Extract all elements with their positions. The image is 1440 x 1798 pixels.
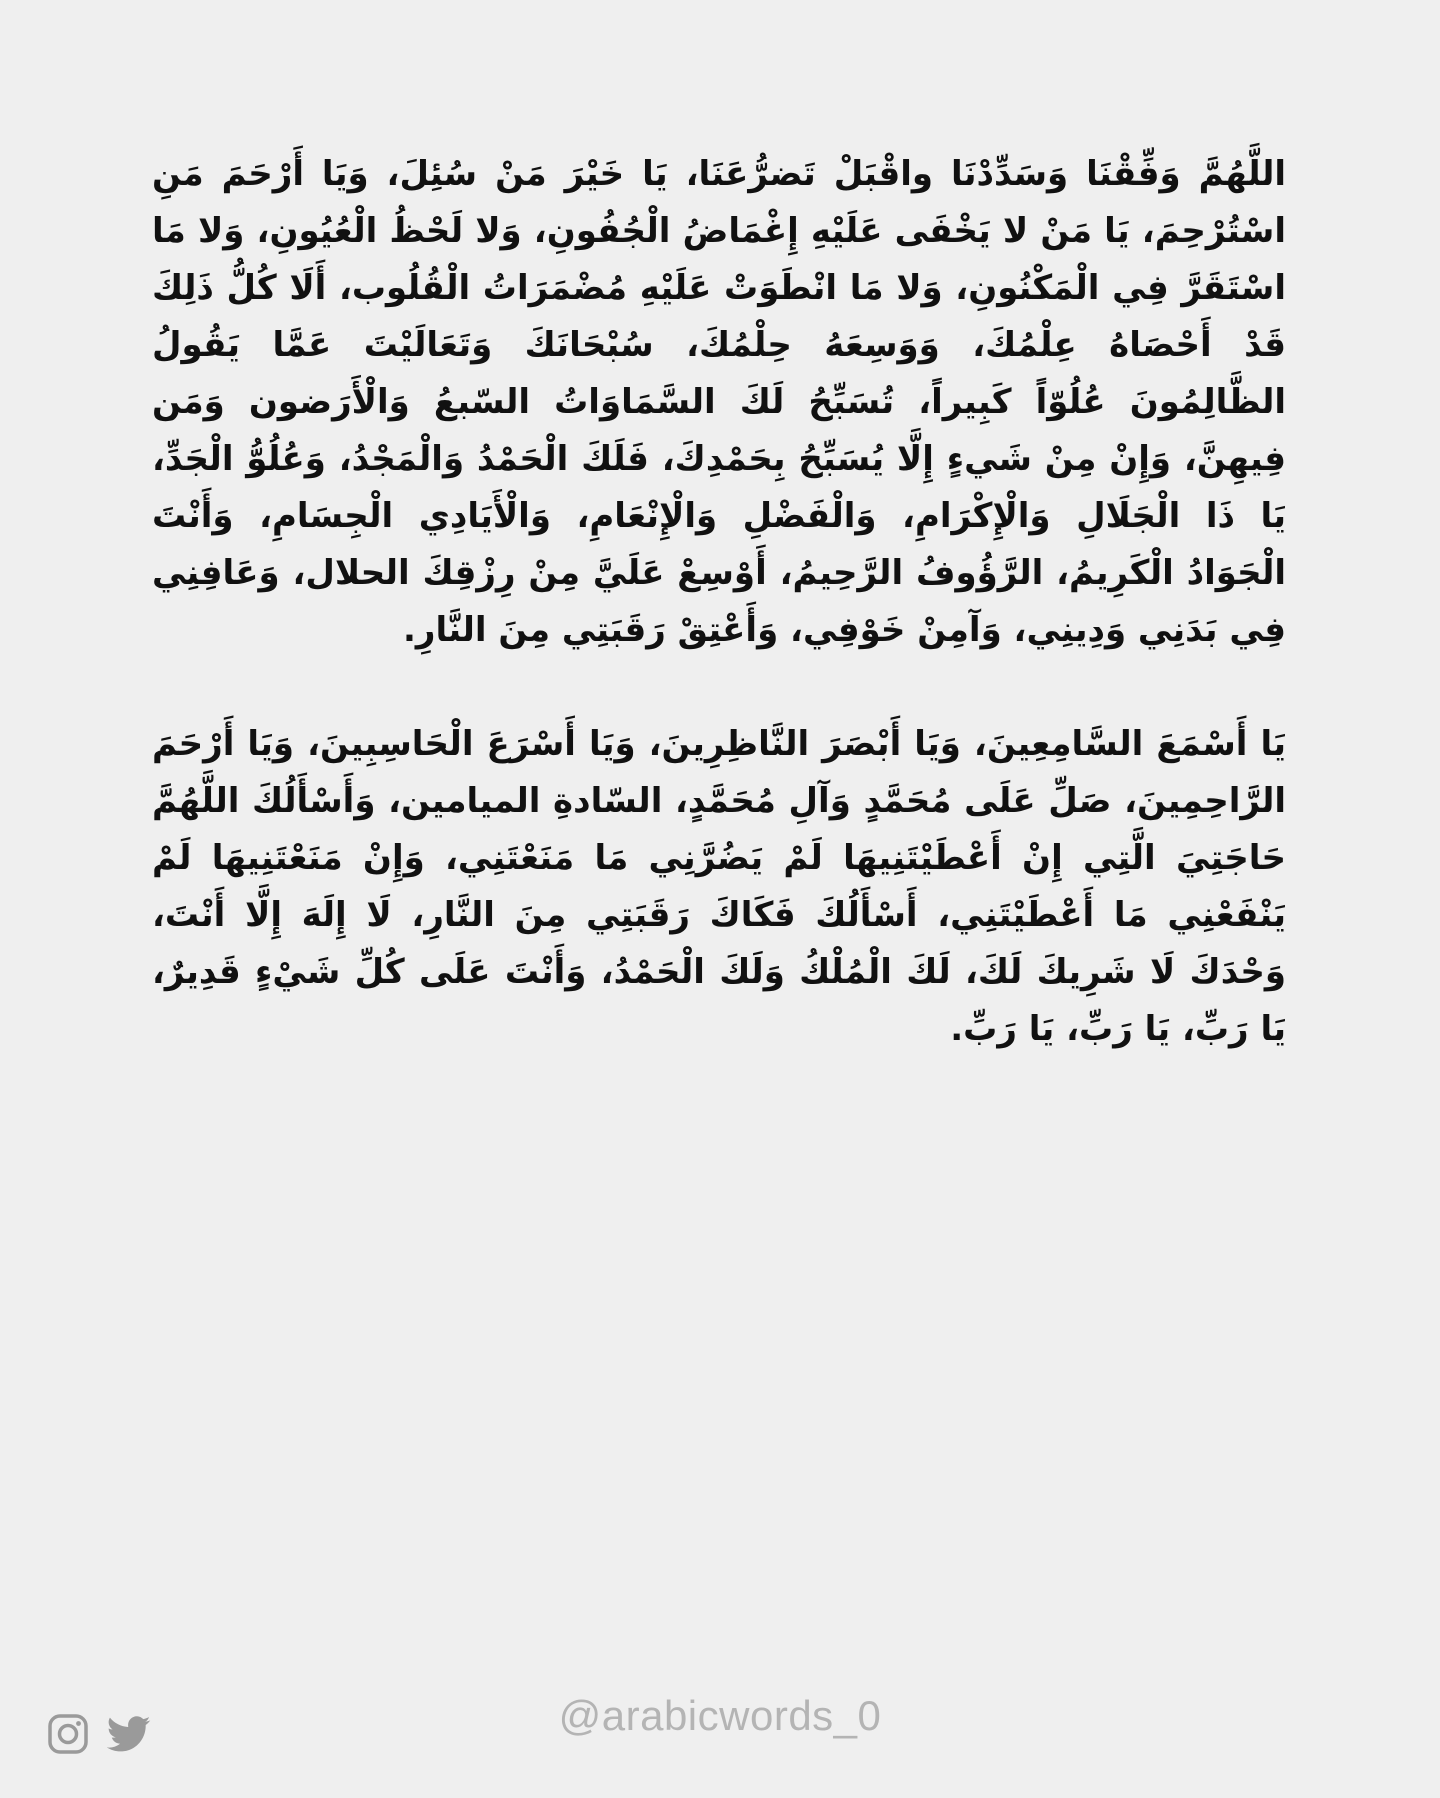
account-handle: @arabicwords_0 [558, 1692, 882, 1739]
footer [0, 1690, 1440, 1750]
paragraph-1: اللَّهُمَّ وَفِّقْنَا وَسَدِّدْنَا واقْبَلْ تَضرُّعَنَا، يَا خَيْرَ مَنْ سُئِلَ، وَيَا أَرْحَمَ مَنِ اسْتُرْحِمَ، يَا مَنْ لا يَخْفَى عَلَيْهِ إِغْمَاضُ الْجُفُونِ، وَلا لَحْظُ الْعُيُونِ، وَلا مَا اسْتَقَرَّ فِي الْمَكْنُونِ، وَلا مَا انْطَوَتْ عَلَيْهِ مُضْمَرَاتُ الْقُلُوب، أَلَا كُلُّ ذَلِكَ قَدْ أَحْصَاهُ عِلْمُكَ، وَوَسِعَهُ حِلْمُكَ، سُبْحَانَكَ وَتَعَالَيْتَ عَمَّا يَقُولُ الظَّالِمُونَ عُلُوّاً كَبِيراً، تُسَبِّحُ لَكَ السَّمَاوَاتُ السّبعُ وَالْأَرَضون وَمَن فِيهِنَّ، وَإِنْ مِنْ شَيءٍ إِلَّا يُسَبِّحُ بِحَمْدِكَ، فَلَكَ الْحَمْدُ وَالْمَجْدُ، وَعُلُوُّ الْجَدِّ، يَا ذَا الْجَلَالِ وَالْإِكْرَامِ، وَالْفَضْلِ وَالْإِنْعَامِ، وَالْأَيَادِي الْجِسَامِ، وَأَنْتَ الْجَوَادُ الْكَرِيمُ، الرَّؤُوفُ الرَّحِيمُ، أَوْسِعْ عَلَيَّ مِنْ رِزْقِكَ الحلال، وَعَافِنِي فِي بَدَنِي وَدِينِي، وَآمِنْ خَوْفِي، وَأَعْتِقْ رَقَبَتِي مِنَ النَّارِ. [152, 154, 1286, 650]
paragraph-2: يَا أَسْمَعَ السَّامِعِينَ، وَيَا أَبْصَرَ النَّاظِرِينَ، وَيَا أَسْرَعَ الْحَاسِبِينَ، وَيَا أَرْحَمَ الرَّاحِمِينَ، صَلِّ عَلَى مُحَمَّدٍ وَآلِ مُحَمَّدٍ، السّادةِ الميامين، وَأَسْأَلُكَ اللَّهُمَّ حَاجَتِيَ الَّتِي إِنْ أَعْطَيْتَنِيهَا لَمْ يَضُرَّنِي مَا مَنَعْتَنِي، وَإِنْ مَنَعْتَنِيهَا لَمْ يَنْفَعْنِي مَا أَعْطَيْتَنِي، أَسْأَلُكَ فَكَاكَ رَقَبَتِي مِنَ النَّارِ، لَا إِلَهَ إِلَّا أَنْتَ، وَحْدَكَ لَا شَرِيكَ لَكَ، لَكَ الْمُلْكُ وَلَكَ الْحَمْدُ، وَأَنْتَ عَلَى كُلِّ شَيْءٍ قَدِيرٌ، يَا رَبِّ، يَا رَبِّ، يَا رَبِّ. [152, 724, 1286, 1049]
prayer-text [152, 146, 1286, 1058]
